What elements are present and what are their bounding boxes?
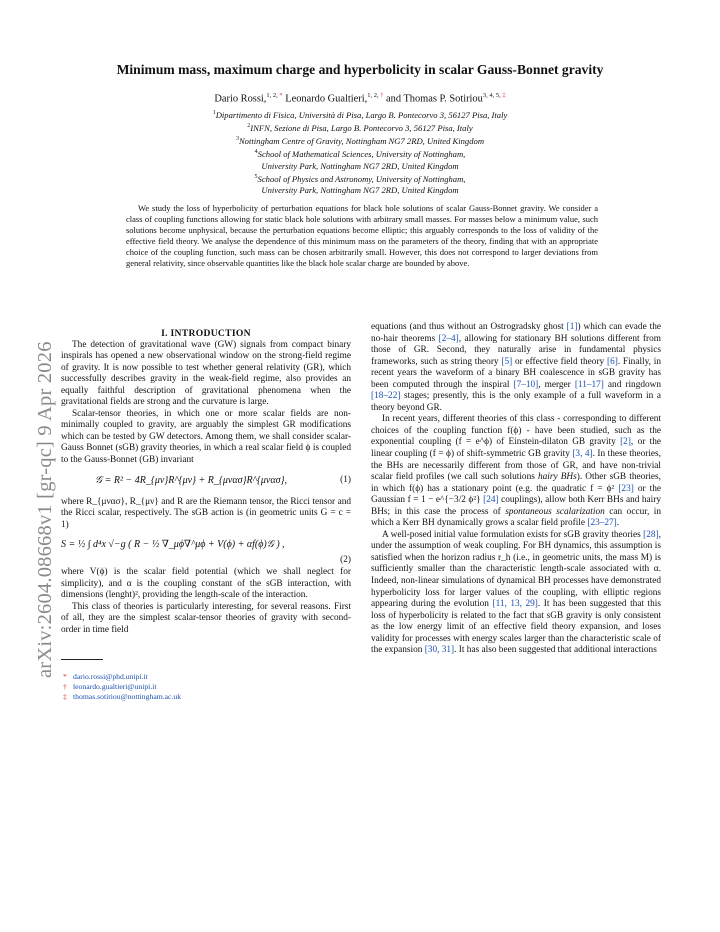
footnote: † leonardo.gualtieri@unipi.it [63,682,157,692]
email-link[interactable]: thomas.sotiriou@nottingham.ac.uk [73,692,182,702]
citation-link[interactable]: [28] [643,529,659,540]
author-name: and Thomas P. Sotiriou [383,93,483,105]
footnote-mark[interactable]: ‡ [502,92,506,99]
author-name: Leonardo Gualtieri, [282,93,368,105]
affiliation-line: $^1$Dipartimento di Fisica, Università di Pisa, Largo B. Pontecorvo 3, 56127 Pisa, Italy [212,109,508,120]
equation-1 [61,467,351,497]
footnote-mark[interactable]: * [279,92,283,99]
footnote-divider [61,659,103,660]
paragraph: This class of theories is particularly interesting, for several reasons. First of all, they are the simplest scalar-tensor theories of gravity with second-order in time field [61,601,351,635]
paragraph: The detection of gravitational wave (GW) signals from compact binary inspirals has opened a new observational window on the strong-field regime of gravity. It is now possible to test whether general relativity (GR), which successfully describes gravity in the weak-field regime, also provides an equally faithful description of gravitational phenomena when the gravitational fields are strong and the curvature is large. [61,339,351,408]
author-affil-sup: 1, 2, † [367,92,384,99]
footnote-mark[interactable]: † [380,92,384,99]
paragraph: where R_{μνασ}, R_{μν} and R are the Riemann tensor, the Ricci tensor and the Ricci scalar, respectively. The sGB action is (in geometric units G = c = 1) [61,496,351,530]
citation-link[interactable]: [23–27] [587,518,617,529]
equation-number: (1) [340,474,351,485]
citation-link[interactable]: [18–22] [371,391,401,402]
section-heading: I. INTRODUCTION [161,328,251,339]
arxiv-margin-stamp [14,278,54,678]
citation-link[interactable]: [24] [483,495,499,506]
citation-link[interactable]: [2–4] [438,333,459,344]
paragraph: A well-posed initial value formulation exists for sGB gravity theories [28], under the assumption of weak coupling. For BH dynamics, this assumption is satisfied when the horizon radius r_h (i.e., in geometric units, the mass M) is sufficiently smaller than the characteristic length-scale associated with α. Indeed, non-linear simulations of dynamical BH processes have demonstrated hyperbolicity loss for larger values of the coupling, with elliptic regions appearing during the evolution [11, 13, 29]. It has been suggested that this loss of hyperbolicity is related to the fact that sGB gravity is only consistent as the low energy limit of an effective field theory expansion, and loses validity for processes with energy scales larger than the characteristic scale of the expansion [30, 31]. It has also been suggested that additional interactions [371,529,661,656]
affiliation-line: $^2$INFN, Sezione di Pisa, Largo B. Pontecorvo 3, 56127 Pisa, Italy [247,123,473,134]
email-link[interactable]: leonardo.gualtieri@unipi.it [73,682,157,692]
paragraph: In recent years, different theories of this class - corresponding to different choices of the coupling function f(ϕ) - have been studied, such as the exponential coupling (f = e^ϕ) of Einstein-dilaton GB gravity [2], or the linear coupling (f = ϕ) of shift-symmetric GB gravity [3, 4]. In these theories, the BHs are necessarily different from those of GR, and have non-trivial scalar field profiles (we call such solutions hairy BHs). Other sGB theories, in which f(ϕ) has a stationary point (e.g. the quadratic f = ϕ² [23] or the Gaussian f = 1 − e^{−3/2 ϕ²} [24] couplings), allow both Kerr BHs and hairy BHs; in this case the process of spontaneous scalarization can occur, in which a Kerr BH dynamically grows a scalar field profile [23–27]. [371,414,661,529]
abstract: We study the loss of hyperbolicity of perturbation equations for black hole solutions of scalar Gauss-Bonnet gravity. We consider a class of coupling functions allowing for static black hole solutions with arbitrary small masses. For masses below a minimum value, such solutions become unphysical, because the perturbation equations become elliptic; this arguably corresponds to the loss of validity of the effective field theory. We analyse the dependence of this minimum mass on the parameters of the theory, finding that with an appropriate choice of the coupling function, such mass can be chosen arbitrarily small. However, this does not correspond to larger deviations from general relativity, since observable quantities like the black hole scalar charge are bounded by above. [126,203,598,268]
paragraph: equations (and thus without an Ostrogradsky ghost [1]) which can evade the no-hair theorems [2–4], allowing for stationary BH solutions different from those of GR. Second, they naturally arise in fundamental physics frameworks, such as string theory [5] or effective field theory [6]. Finally, in recent years the waveform of a binary BH coalescence in sGB gravity has been computed through the inspiral [7–10], merger [11–17] and ringdown [18–22] stages; presently, this is the only example of a full waveform in a theory beyond GR. [371,322,662,413]
citation-link[interactable]: [23] [618,483,634,494]
equation-body: S = ½ ∫ d⁴x √−g ( R − ½ ∇_μϕ∇^μϕ + V(ϕ) + αf(ϕ)𝒢 ) , [61,539,285,551]
email-link[interactable]: dario.rossi@phd.unipi.it [73,672,148,682]
equation-body: 𝒢 = R² − 4R_{μν}R^{μν} + R_{μνασ}R^{μνασ}, [94,474,288,486]
footnotes [61,672,351,702]
citation-link[interactable]: [1] [566,322,578,332]
paragraph: Scalar-tensor theories, in which one or more scalar fields are non-minimally coupled to gravity, are arguably the simplest GR modifications which can be tested by GW detectors. Among them, we shall consider scalar-Gauss Bonnet (sGB) gravity theories, in which a real scalar field ϕ is coupled to the Gauss-Bonnet (GB) invariant [61,408,351,466]
citation-link[interactable]: [5] [501,356,513,367]
citation-link[interactable]: [6] [606,356,618,367]
footnote: ‡ thomas.sotiriou@nottingham.ac.uk [63,692,182,702]
citation-link[interactable]: [30, 31] [424,645,455,656]
affiliation-line: University Park, Nottingham NG7 2RD, United Kingdom [261,160,459,171]
paragraph: where V(ϕ) is the scalar field potential (which we shall neglect for simplicity), and α is the coupling constant of the sGB interaction, with dimensions (lenght)², providing the length-scale of the interaction. [61,567,351,601]
citation-link[interactable]: [7–10] [513,379,539,390]
affiliation-line: University Park, Nottingham NG7 2RD, United Kingdom [261,185,459,196]
affiliations [0,108,720,196]
equation-2 [61,531,351,567]
equation-number: (2) [340,555,351,566]
affiliation-line: $^4$School of Mathematical Sciences, University of Nottingham, [254,149,466,160]
citation-link[interactable]: [3, 4] [572,449,593,460]
affiliation-line: $^5$School of Physics and Astronomy, University of Nottingham, [254,173,466,184]
author-affil-sup: 1, 2, * [266,92,283,99]
citation-link[interactable]: [11, 13, 29] [492,599,538,610]
author-affil-sup: 3, 4, 5, ‡ [482,92,506,99]
arxiv-identifier: arXiv:2604.08668v1 [gr-qc] 9 Apr 2026 [34,341,56,678]
author-name: Dario Rossi, [214,93,267,105]
citation-link[interactable]: [11–17] [574,379,604,390]
left-column [61,328,351,702]
paper-title: Minimum mass, maximum charge and hyperbolicity in scalar Gauss-Bonnet gravity [116,62,604,77]
author-list [0,92,720,104]
citation-link[interactable]: [2] [620,437,631,448]
footnote: * dario.rossi@phd.unipi.it [63,672,148,682]
right-column [371,322,661,657]
affiliation-line: $^3$Nottingham Centre of Gravity, Nottingham NG7 2RD, United Kingdom [235,136,485,147]
